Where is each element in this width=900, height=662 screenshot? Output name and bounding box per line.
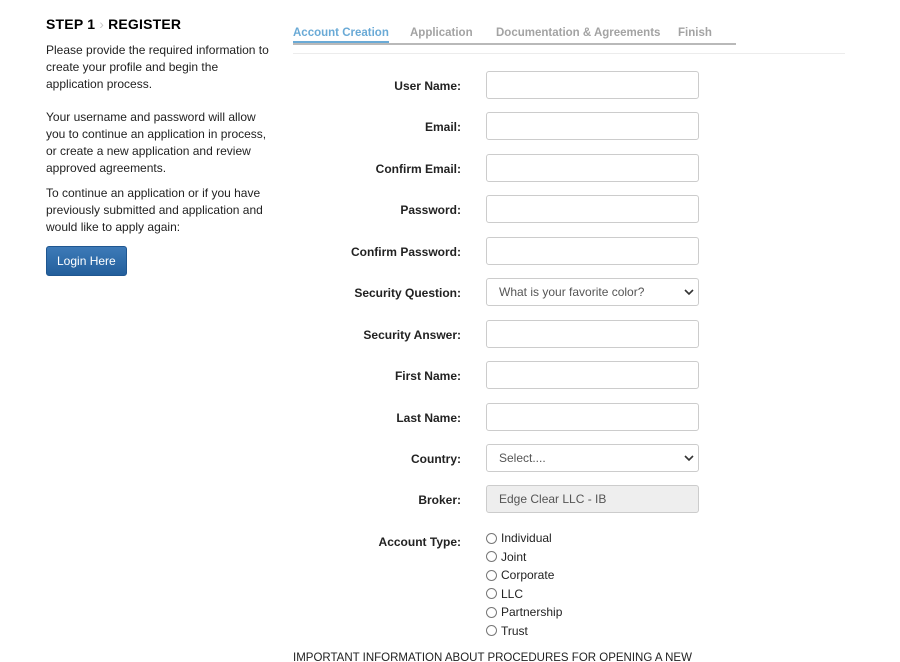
radio-button[interactable] <box>486 551 497 562</box>
first-name-input[interactable] <box>486 361 699 389</box>
step-title: REGISTER <box>108 16 182 32</box>
continue-paragraph: To continue an application or if you have previously submitted and application and would like to apply again: <box>46 186 263 234</box>
radio-label: Individual <box>501 531 552 546</box>
chevron-down-icon <box>684 453 694 463</box>
radio-label: Trust <box>501 623 528 638</box>
broker-field: Edge Clear LLC - IB <box>486 485 699 513</box>
broker-label: Broker: <box>418 493 461 507</box>
username-label: User Name: <box>394 79 461 93</box>
security-answer-input[interactable] <box>486 320 699 348</box>
account-type-option-llc[interactable] <box>486 585 562 604</box>
chevron-down-icon <box>684 287 694 297</box>
email-row <box>293 112 713 142</box>
important-info-heading: IMPORTANT INFORMATION ABOUT PROCEDURES FOR OPENING A NEW <box>293 652 692 662</box>
broker-row <box>293 485 713 515</box>
security-question-row <box>293 278 713 308</box>
username-row <box>293 71 713 101</box>
account-type-radio-group <box>486 529 562 640</box>
step-separator: › <box>99 16 105 32</box>
security-question-select[interactable] <box>486 278 699 306</box>
radio-button[interactable] <box>486 625 497 636</box>
intro-paragraph: Please provide the required information to create your profile and begin the application process. <box>46 43 269 91</box>
confirm-email-row <box>293 154 713 184</box>
account-type-option-individual[interactable] <box>486 529 562 548</box>
step-info-panel <box>46 16 276 276</box>
last-name-label: Last Name: <box>396 411 461 425</box>
username-input[interactable] <box>486 71 699 99</box>
account-type-option-corporate[interactable] <box>486 566 562 585</box>
account-type-option-trust[interactable] <box>486 622 562 641</box>
radio-label: LLC <box>501 586 524 601</box>
country-value: Select.... <box>499 451 546 465</box>
radio-button[interactable] <box>486 607 497 618</box>
password-label: Password: <box>400 203 461 217</box>
security-answer-row <box>293 320 713 350</box>
step-heading <box>46 16 276 32</box>
country-label: Country: <box>411 452 461 466</box>
tabs-divider <box>293 53 845 54</box>
email-input[interactable] <box>486 112 699 140</box>
wizard-tabs <box>293 27 736 45</box>
first-name-row <box>293 361 713 391</box>
tab-account-creation[interactable]: Account Creation <box>293 27 389 39</box>
confirm-email-label: Confirm Email: <box>375 162 461 176</box>
password-input[interactable] <box>486 195 699 223</box>
last-name-input[interactable] <box>486 403 699 431</box>
tab-application[interactable]: Application <box>410 27 473 39</box>
radio-button[interactable] <box>486 533 497 544</box>
confirm-password-row <box>293 237 713 267</box>
security-question-label: Security Question: <box>354 286 461 300</box>
tab-finish[interactable]: Finish <box>678 27 712 39</box>
country-select[interactable] <box>486 444 699 472</box>
first-name-label: First Name: <box>394 369 461 383</box>
radio-label: Partnership <box>501 605 563 620</box>
radio-label: Corporate <box>501 568 555 583</box>
confirm-email-input[interactable] <box>486 154 699 182</box>
confirm-password-input[interactable] <box>486 237 699 265</box>
security-answer-label: Security Answer: <box>363 328 461 342</box>
country-row <box>293 444 713 474</box>
account-type-option-joint[interactable] <box>486 548 562 567</box>
credentials-paragraph: Your username and password will allow you to continue an application in process, or create a new application and review approved agreements. <box>46 110 267 175</box>
radio-button[interactable] <box>486 588 497 599</box>
login-here-button[interactable]: Login Here <box>46 246 127 276</box>
radio-label: Joint <box>501 549 527 564</box>
email-label: Email: <box>424 120 461 134</box>
password-row <box>293 195 713 225</box>
last-name-row <box>293 403 713 433</box>
account-type-option-partnership[interactable] <box>486 603 562 622</box>
tab-documentation-agreements[interactable]: Documentation & Agreements <box>496 27 661 39</box>
account-type-label: Account Type: <box>378 535 461 549</box>
radio-button[interactable] <box>486 570 497 581</box>
step-label: STEP 1 <box>46 16 96 32</box>
security-question-value: What is your favorite color? <box>499 285 645 299</box>
confirm-password-label: Confirm Password: <box>350 245 461 259</box>
